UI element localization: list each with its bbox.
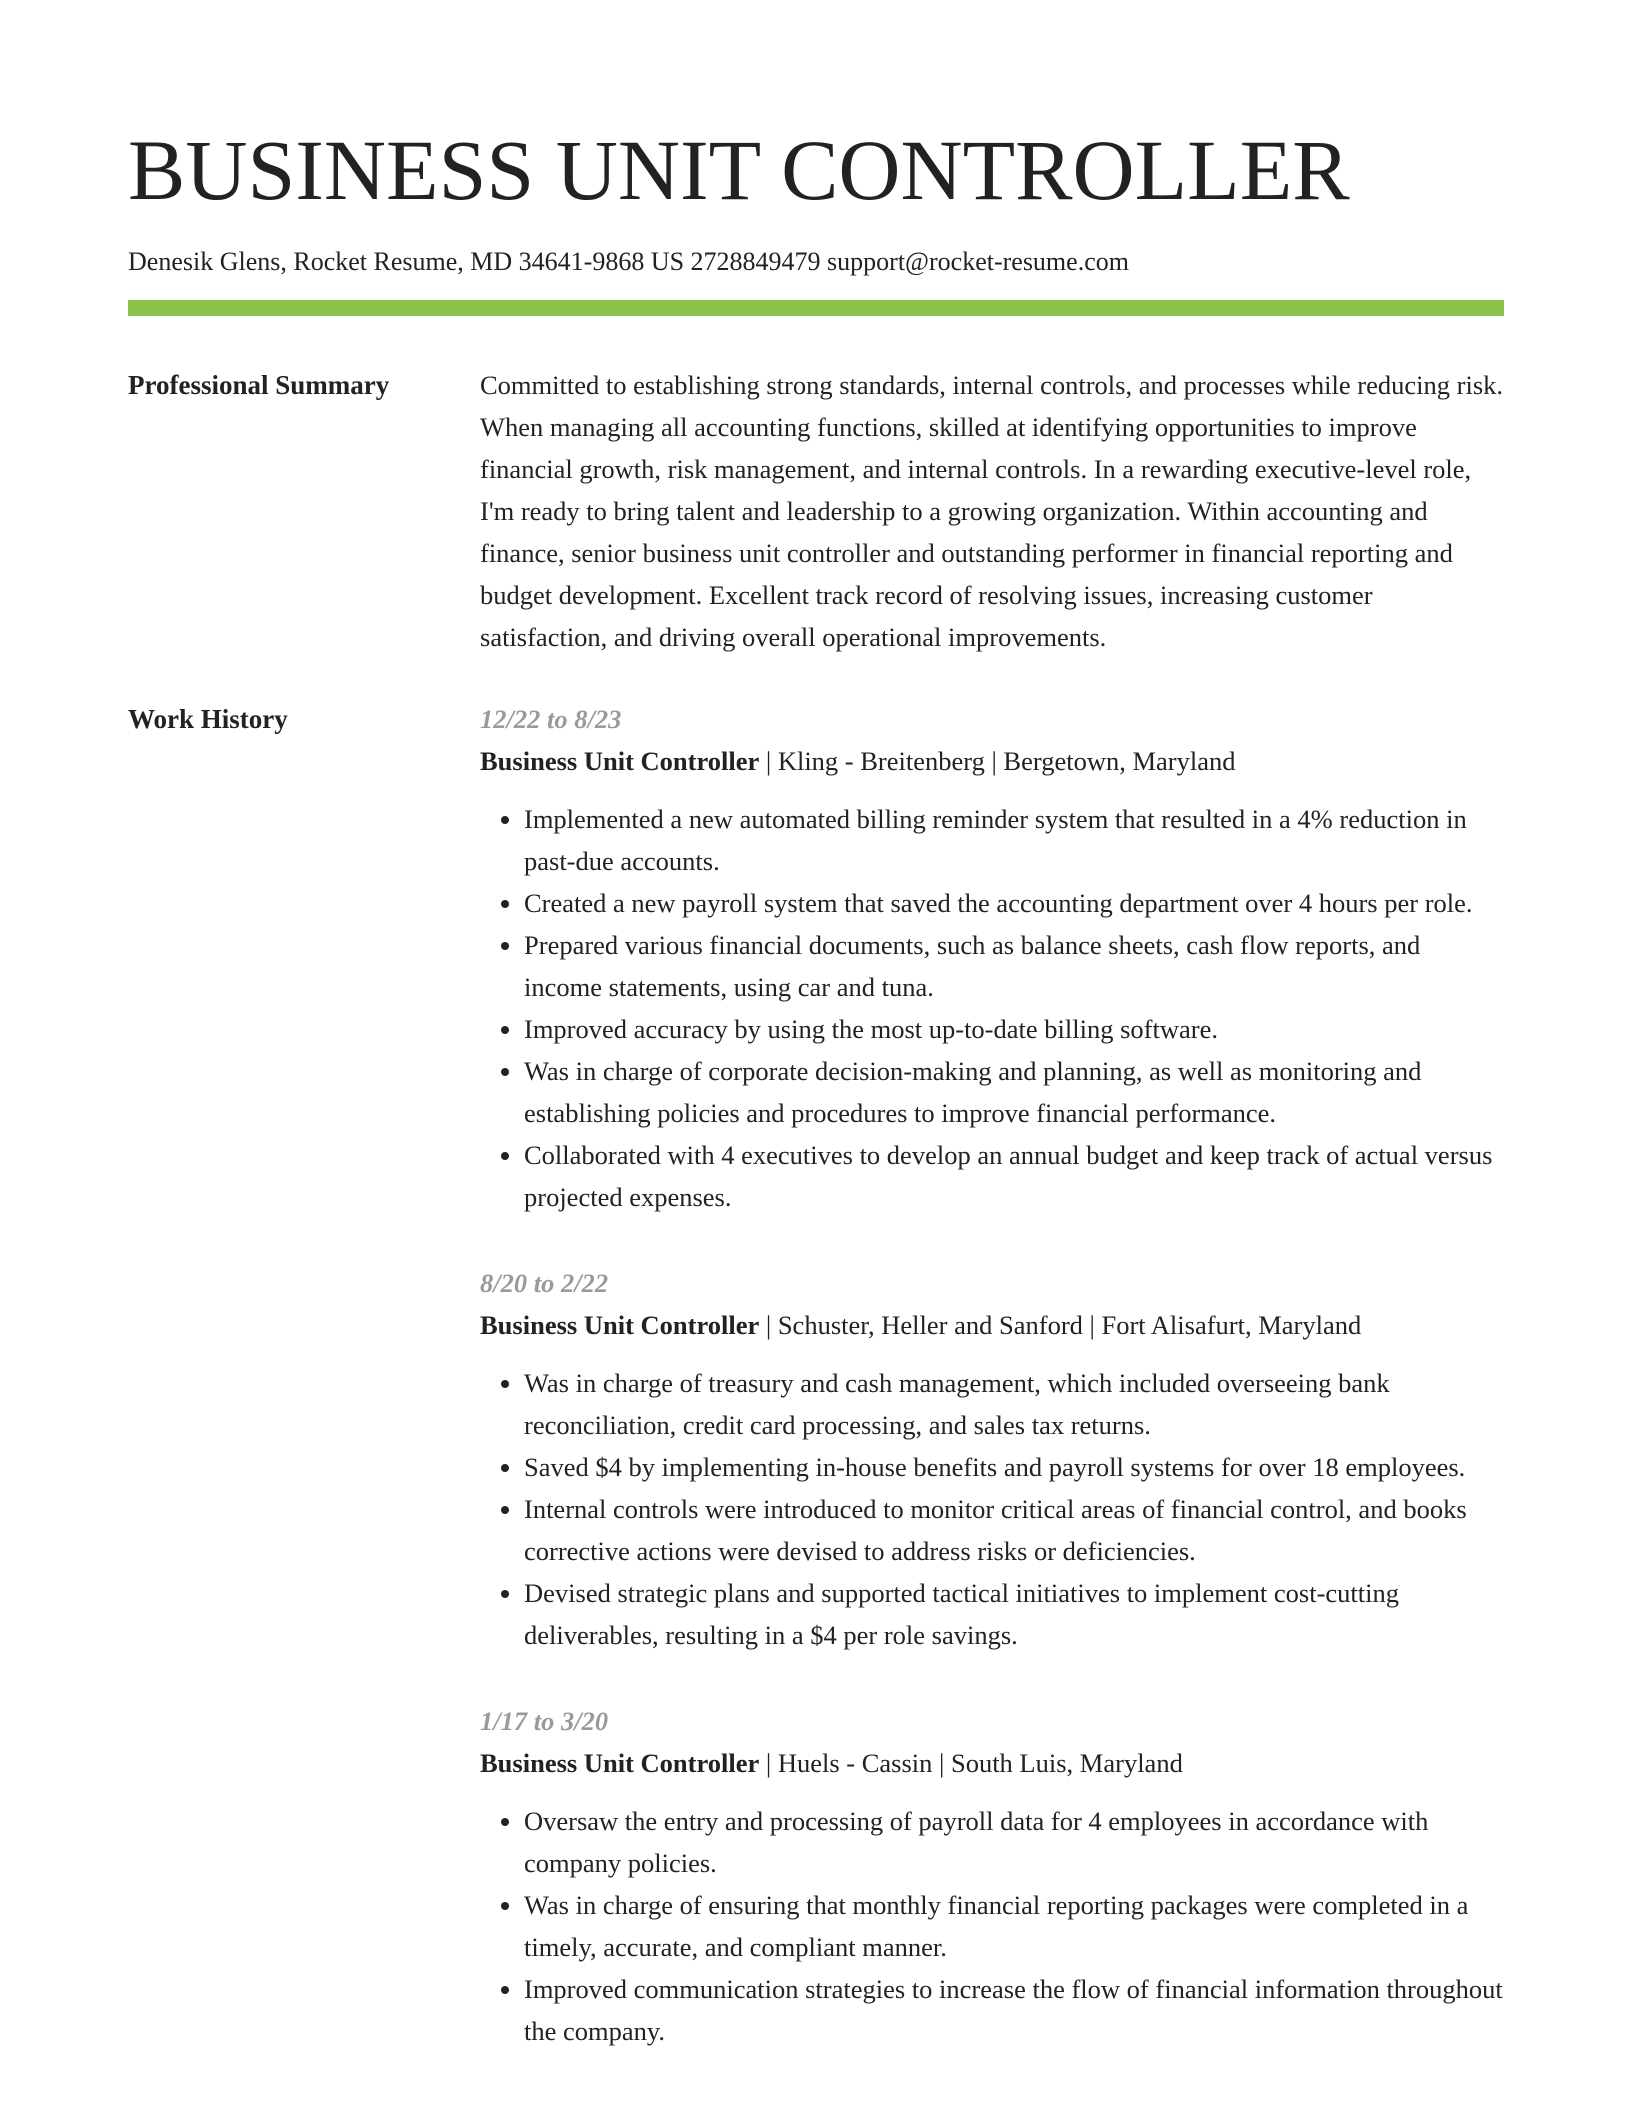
job-entry (480, 698, 1504, 1218)
job-entry (480, 1700, 1504, 2052)
job-bullet: • Collaborated with 4 executives to develop an annual budget and keep track of actual versus projected expenses. (524, 1134, 1504, 1218)
job-header (480, 1742, 1504, 1784)
summary-text: Committed to establishing strong standards, internal controls, and processes while reducing risk. When managing all accounting functions, skilled at identifying opportunities to improve financial growth, risk management, and internal controls. In a rewarding executive-level role, I'm ready to bring talent and leadership to a growing organization. Within accounting and finance, senior business unit controller and outstanding performer in financial reporting and budget development. Excellent track record of resolving issues, increasing customer satisfaction, and driving overall operational improvements. (480, 370, 1504, 652)
job-entry (480, 1262, 1504, 1656)
job-bullet: • Improved communication strategies to increase the flow of financial information throughout the company. (524, 1968, 1504, 2052)
accent-divider (128, 300, 1504, 316)
job-bullet: • Prepared various financial documents, such as balance sheets, cash flow reports, and income statements, using car and tuna. (524, 924, 1504, 1008)
job-bullets (480, 798, 1504, 1218)
job-dates: 12/22 to 8/23 (480, 704, 622, 734)
job-bullets (480, 1362, 1504, 1656)
job-details: | Schuster, Heller and Sanford | Fort Alisafurt, Maryland (759, 1310, 1362, 1340)
professional-summary-section (128, 364, 1504, 658)
summary-body (480, 364, 1504, 658)
job-dates: 8/20 to 2/22 (480, 1268, 609, 1298)
resume-page (128, 0, 1504, 2096)
job-details: | Huels - Cassin | South Luis, Maryland (759, 1748, 1183, 1778)
job-bullet: • Was in charge of ensuring that monthly financial reporting packages were completed in a timely, accurate, and compliant manner. (524, 1884, 1504, 1968)
section-label-summary: Professional Summary (128, 370, 390, 400)
job-header (480, 1304, 1504, 1346)
job-bullet: • Devised strategic plans and supported tactical initiatives to implement cost-cutting deliverables, resulting in a $4 per role savings. (524, 1572, 1504, 1656)
job-bullet: • Created a new payroll system that saved the accounting department over 4 hours per role. (524, 882, 1504, 924)
job-bullet: • Improved accuracy by using the most up-to-date billing software. (524, 1008, 1504, 1050)
work-history-section (128, 698, 1504, 2096)
job-bullet: • Internal controls were introduced to monitor critical areas of financial control, and books corrective actions were devised to address risks or deficiencies. (524, 1488, 1504, 1572)
job-bullet: • Was in charge of treasury and cash management, which included overseeing bank reconciliation, credit card processing, and sales tax returns. (524, 1362, 1504, 1446)
job-bullet: • Saved $4 by implementing in-house benefits and payroll systems for over 18 employees. (524, 1446, 1504, 1488)
job-dates: 1/17 to 3/20 (480, 1706, 609, 1736)
work-history-body (480, 698, 1504, 2096)
job-title: Business Unit Controller (480, 1310, 760, 1340)
section-label-work: Work History (128, 704, 288, 734)
resume-title: BUSINESS UNIT CONTROLLER (128, 122, 1350, 218)
job-details: | Kling - Breitenberg | Bergetown, Maryland (759, 746, 1236, 776)
job-title: Business Unit Controller (480, 746, 760, 776)
job-bullets (480, 1800, 1504, 2052)
job-header (480, 740, 1504, 782)
job-bullet: • Was in charge of corporate decision-making and planning, as well as monitoring and establishing policies and procedures to improve financial performance. (524, 1050, 1504, 1134)
job-title: Business Unit Controller (480, 1748, 760, 1778)
job-bullet: • Implemented a new automated billing reminder system that resulted in a 4% reduction in past-due accounts. (524, 798, 1504, 882)
job-bullet: • Oversaw the entry and processing of payroll data for 4 employees in accordance with company policies. (524, 1800, 1504, 1884)
contact-line: Denesik Glens, Rocket Resume, MD 34641-9868 US 2728849479 support@rocket-resume.com (128, 247, 1129, 276)
